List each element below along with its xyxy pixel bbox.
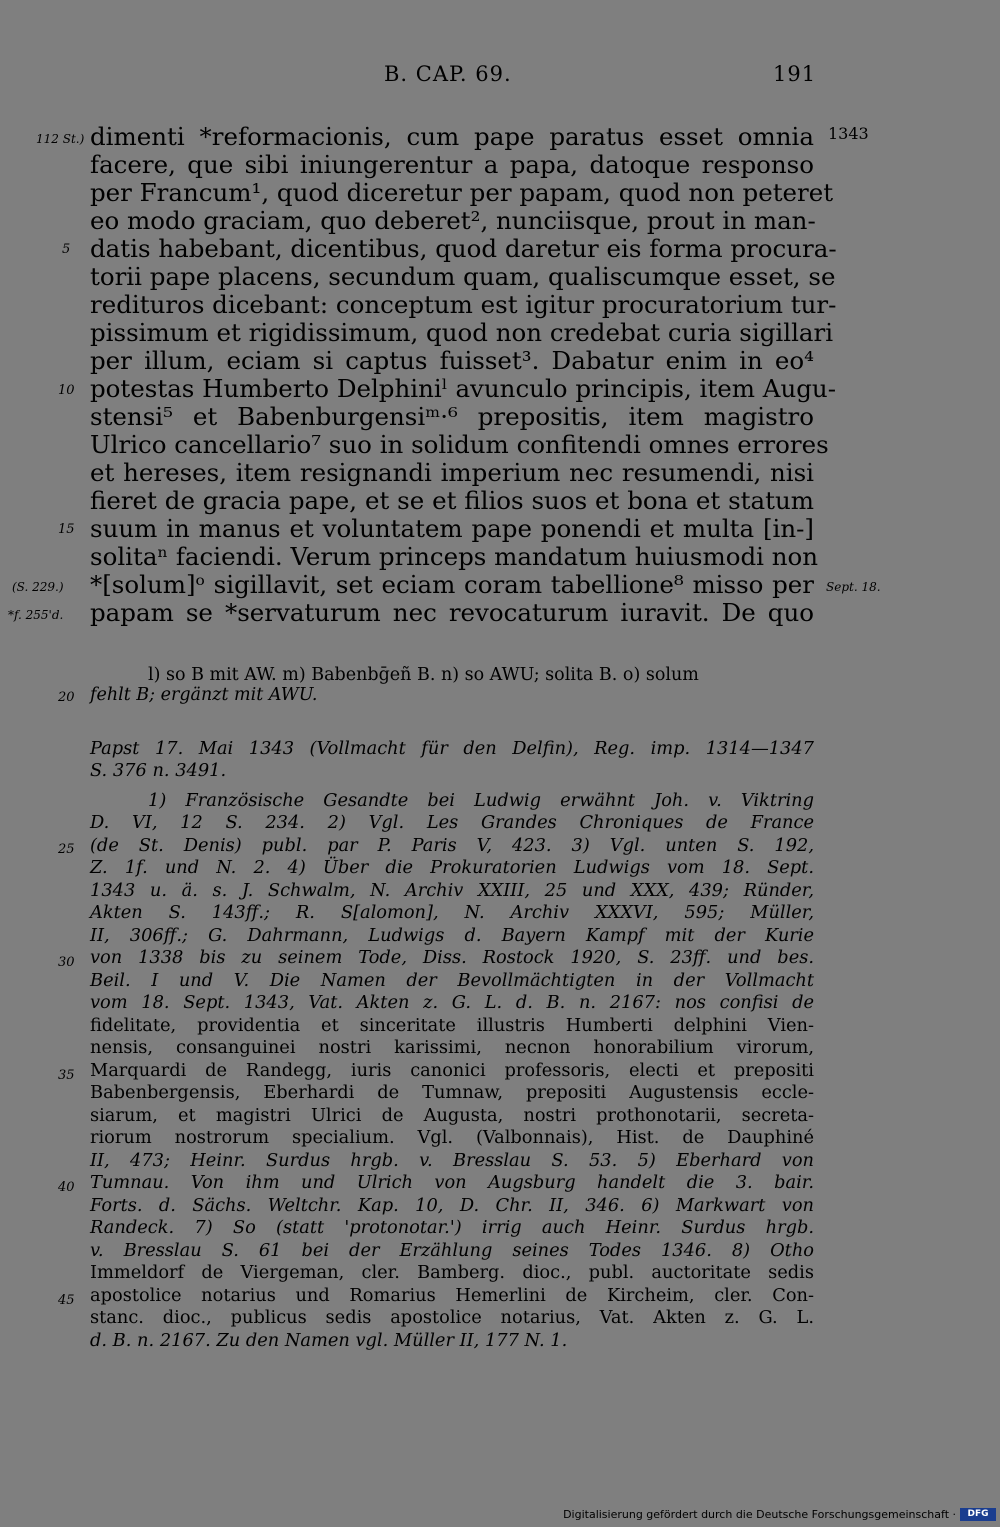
- dfg-logo: DFG: [960, 1508, 996, 1521]
- text-line: stensi⁵ et Babenburgensiᵐ·⁶ prepositis, item magistro: [90, 402, 814, 431]
- line-number: 15: [58, 522, 75, 537]
- page-number: 191: [773, 62, 817, 86]
- note-line: Papst 17. Mai 1343 (Vollmacht für den Delfin), Reg. imp. 1314—1347: [90, 738, 814, 759]
- note-line: (de St. Denis) publ. par P. Paris V, 423. 3) Vgl. unten S. 192,: [90, 835, 814, 856]
- margin-year: 1343: [828, 124, 869, 143]
- note-line: Randeck. 7) So (statt 'protonotar.') irrig auch Heinr. Surdus hrgb.: [90, 1217, 814, 1238]
- text-line: dimenti *reformacionis, cum pape paratus esset omnia: [90, 122, 814, 151]
- note-line: apostolice notarius und Romarius Hemerlini de Kircheim, cler. Con-: [90, 1285, 814, 1306]
- margin-reference: (S. 229.): [12, 580, 64, 594]
- line-number: 25: [58, 842, 75, 857]
- text-line: facere, que sibi iniungerentur a papa, datoque responso: [90, 150, 814, 179]
- running-title: B. CAP. 69.: [384, 62, 512, 86]
- note-line: Immeldorf de Viergeman, cler. Bamberg. dioc., publ. auctoritate sedis: [90, 1262, 814, 1283]
- digitization-credit: Digitalisierung gefördert durch die Deutsche Forschungsgemeinschaft ·: [563, 1508, 956, 1521]
- note-line: Beil. I und V. Die Namen der Bevollmächtigten in der Vollmacht: [90, 970, 814, 991]
- note-line: v. Bresslau S. 61 bei der Erzählung seines Todes 1346. 8) Otho: [90, 1240, 814, 1261]
- margin-date: Sept. 18.: [826, 580, 881, 594]
- line-number: 35: [58, 1068, 75, 1083]
- text-line: eo modo graciam, quo deberet², nunciisque, prout in man-: [90, 206, 816, 235]
- note-line: siarum, et magistri Ulrici de Augusta, nostri prothonotarii, secreta-: [90, 1105, 814, 1126]
- line-number: 5: [62, 242, 71, 257]
- note-line: Z. 1f. und N. 2. 4) Über die Prokuratorien Ludwigs vom 18. Sept.: [90, 857, 814, 878]
- margin-reference: 112 St.): [36, 132, 85, 146]
- note-line: Tumnau. Von ihm und Ulrich von Augsburg handelt die 3. bair.: [90, 1172, 814, 1193]
- line-number: 40: [58, 1180, 75, 1195]
- text-line: *[solum]ᵒ sigillavit, set eciam coram tabellione⁸ misso per: [90, 570, 814, 599]
- note-line: nensis, consanguinei nostri karissimi, necnon honorabilium virorum,: [90, 1037, 814, 1058]
- note-line: D. VI, 12 S. 234. 2) Vgl. Les Grandes Chroniques de France: [90, 812, 814, 833]
- text-line: redituros dicebant: conceptum est igitur procuratorium tur-: [90, 290, 837, 319]
- text-line: et hereses, item resignandi imperium nec resumendi, nisi: [90, 458, 814, 487]
- note-line: Marquardi de Randegg, iuris canonici professoris, electi et prepositi: [90, 1060, 814, 1081]
- line-number: 10: [58, 383, 75, 398]
- apparatus-line: fehlt B; ergänzt mit AWU.: [90, 685, 318, 705]
- note-line: S. 376 n. 3491.: [90, 760, 227, 781]
- text-line: fieret de gracia pape, et se et filios suos et bona et statum: [90, 486, 814, 515]
- line-number: 30: [58, 955, 75, 970]
- apparatus-line: l) so B mit AW. m) Babenbḡeñ B. n) so AWU; solita B. o) solum: [148, 665, 699, 685]
- text-line: solitaⁿ faciendi. Verum princeps mandatum huiusmodi non: [90, 542, 819, 571]
- note-line: Akten S. 143ff.; R. S[alomon], N. Archiv XXXVI, 595; Müller,: [90, 902, 814, 923]
- note-line: riorum nostrorum specialium. Vgl. (Valbonnais), Hist. de Dauphiné: [90, 1127, 814, 1148]
- line-number: 20: [58, 690, 75, 705]
- text-line: Ulrico cancellario⁷ suo in solidum confitendi omnes errores: [90, 430, 829, 459]
- note-line: von 1338 bis zu seinem Tode, Diss. Rostock 1920, S. 23ff. und bes.: [90, 947, 814, 968]
- line-number: 45: [58, 1293, 75, 1308]
- note-line: 1343 u. ä. s. J. Schwalm, N. Archiv XXIII, 25 und XXX, 439; Ründer,: [90, 880, 814, 901]
- text-line: per illum, eciam si captus fuisset³. Dabatur enim in eo⁴: [90, 346, 814, 375]
- note-line: II, 473; Heinr. Surdus hrgb. v. Bresslau S. 53. 5) Eberhard von: [90, 1150, 814, 1171]
- note-line: d. B. n. 2167. Zu den Namen vgl. Müller II, 177 N. 1.: [90, 1330, 568, 1351]
- note-line: Forts. d. Sächs. Weltchr. Kap. 10, D. Chr. II, 346. 6) Markwart von: [90, 1195, 814, 1216]
- text-line: potestas Humberto Delphiniˡ avunculo principis, item Augu-: [90, 374, 836, 403]
- note-line: fidelitate, providentia et sinceritate illustris Humberti delphini Vien-: [90, 1015, 814, 1036]
- note-line: 1) Französische Gesandte bei Ludwig erwähnt Joh. v. Viktring: [148, 790, 814, 811]
- note-line: Babenbergensis, Eberhardi de Tumnaw, prepositi Augustensis eccle-: [90, 1082, 814, 1103]
- note-line: II, 306ff.; G. Dahrmann, Ludwigs d. Bayern Kampf mit der Kurie: [90, 925, 814, 946]
- margin-reference: *f. 255'd.: [8, 608, 64, 622]
- text-line: datis habebant, dicentibus, quod daretur eis forma procura-: [90, 234, 837, 263]
- note-line: vom 18. Sept. 1343, Vat. Akten z. G. L. d. B. n. 2167: nos confisi de: [90, 992, 814, 1013]
- text-line: torii pape placens, secundum quam, qualiscumque esset, se: [90, 262, 836, 291]
- text-line: per Francum¹, quod diceretur per papam, quod non peteret: [90, 178, 834, 207]
- text-line: pissimum et rigidissimum, quod non credebat curia sigillari: [90, 318, 834, 347]
- text-line: suum in manus et voluntatem pape ponendi et multa [in-]: [90, 514, 814, 543]
- note-line: stanc. dioc., publicus sedis apostolice notarius, Vat. Akten z. G. L.: [90, 1307, 814, 1328]
- text-line: papam se *servaturum nec revocaturum iuravit. De quo: [90, 598, 814, 627]
